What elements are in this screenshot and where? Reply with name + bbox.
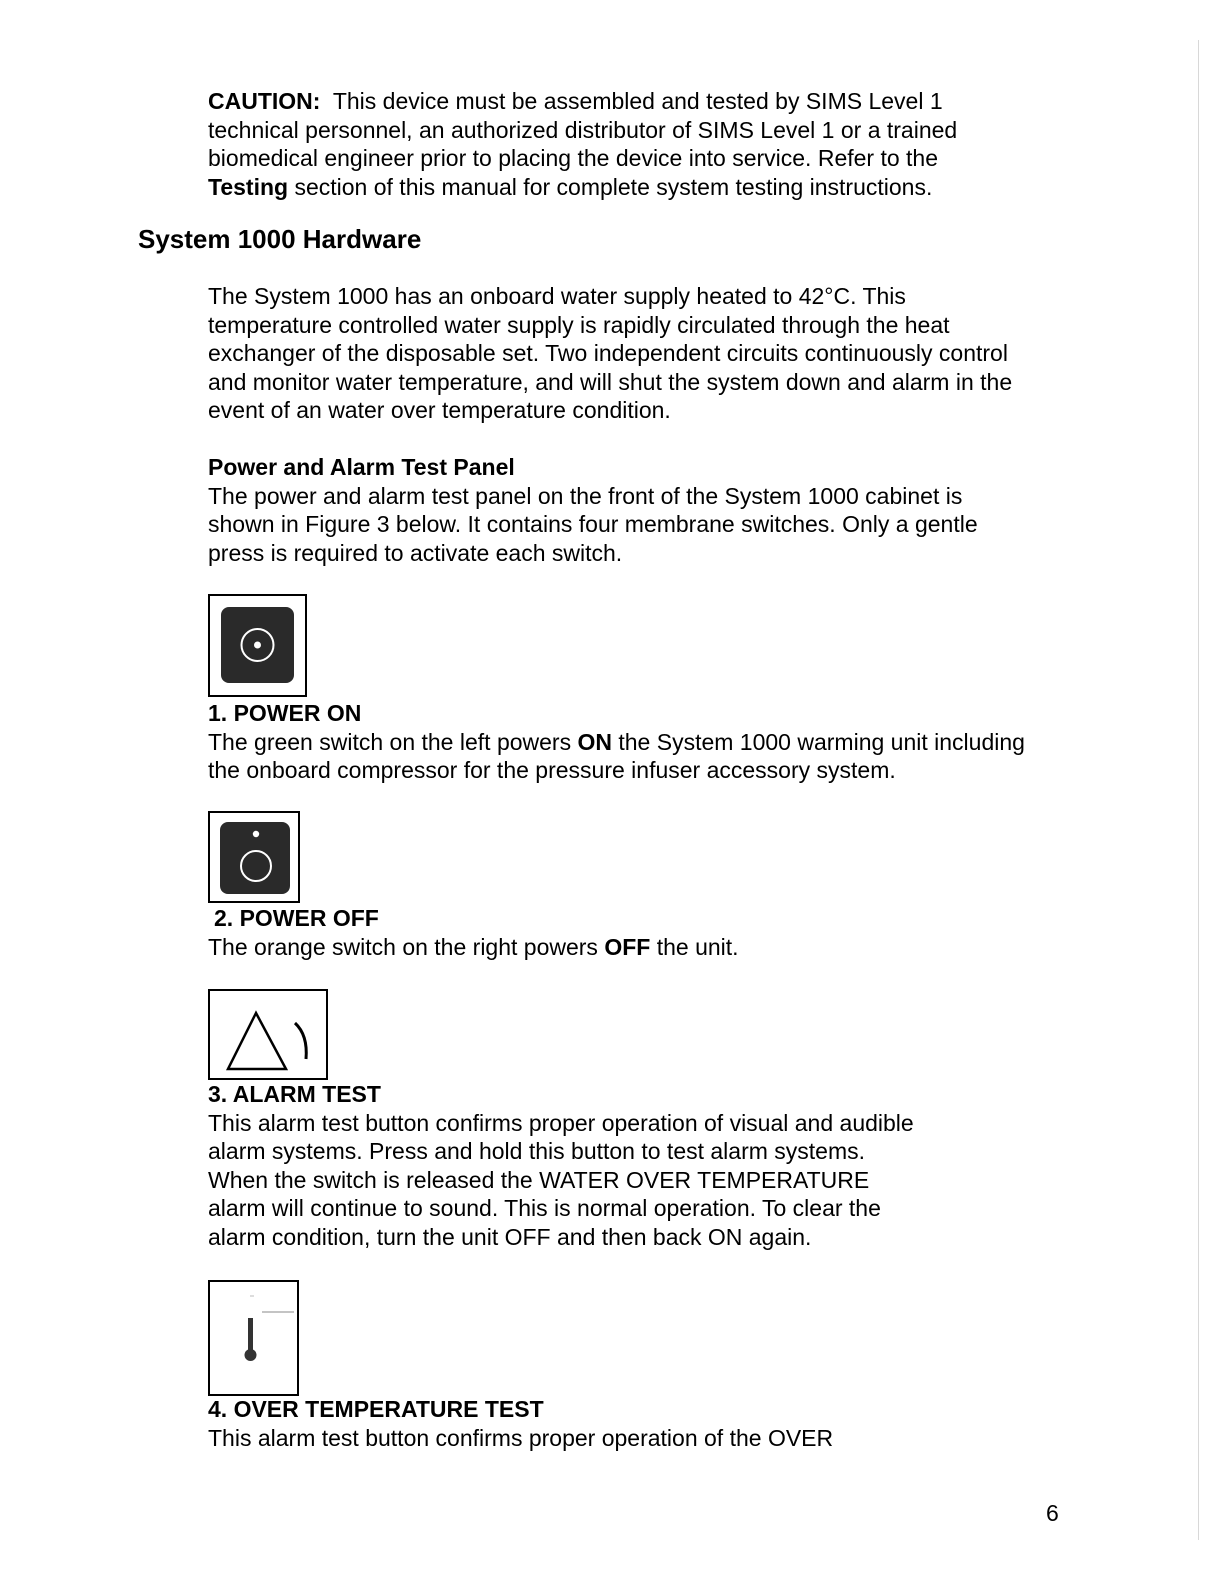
intro-paragraph: The System 1000 has an onboard water supply heated to 42°C. This temperature controlled water supply is rapidly circulated through the heat exchanger of the disposable set. Two independent circuits continuously control and monitor water temperature, and will shut the system down and alarm in the event of an water over temperature condition. xyxy=(208,283,1013,424)
page-edge-line xyxy=(1198,40,1199,1540)
testing-link-text: Testing xyxy=(208,173,289,200)
alarm-test-icon xyxy=(208,989,328,1080)
section-title: System 1000 Hardware xyxy=(138,224,422,254)
caution-paragraph: CAUTION: This device must be assembled and tested by SIMS Level 1 technical personnel, an authorized distributor of SIMS Level 1 or a trained biomedical engineer prior to placing the device into service. Refer to the Testing section of this manual for complete system testing instructions. xyxy=(208,88,958,200)
power-off-icon xyxy=(208,811,300,903)
item-over-temp: 4. OVER TEMPERATURE TEST This alarm test button confirms proper operation of the OVER xyxy=(208,1395,1068,1452)
item-power-off xyxy=(214,904,1074,933)
power-on-icon xyxy=(208,594,307,697)
page-number: 6 xyxy=(1046,1500,1059,1526)
item-power-on: 1. POWER ON The green switch on the left powers ON the System 1000 warming unit including the onboard compressor for the pressure infuser accessory system. xyxy=(208,699,1068,785)
thermometer-icon xyxy=(208,1280,299,1396)
item-power-off-desc: The orange switch on the right powers OFF the unit. xyxy=(208,934,739,960)
item-alarm-test: 3. ALARM TEST This alarm test button confirms proper operation of visual and audible alarm systems. Press and hold this button to test alarm systems. When the switch is released the WATER OVER TEMPERATURE alarm will continue to sound. This is normal operation. To clear the alarm condition, turn the unit OFF and then back ON again. xyxy=(208,1080,1068,1252)
item-title: 4. OVER TEMPERATURE TEST xyxy=(208,1396,544,1422)
caution-label: CAUTION: xyxy=(208,88,321,114)
panel-section: Power and Alarm Test Panel The power and alarm test panel on the front of the System 1000 cabinet is shown in Figure 3 below. It contains four membrane switches. Only a gentle press is required to activate each switch. xyxy=(208,453,1068,567)
panel-heading: Power and Alarm Test Panel xyxy=(208,454,515,480)
item-title: 3. ALARM TEST xyxy=(208,1081,381,1107)
item-title: 2. POWER OFF xyxy=(214,905,379,931)
item-title: 1. POWER ON xyxy=(208,700,362,726)
